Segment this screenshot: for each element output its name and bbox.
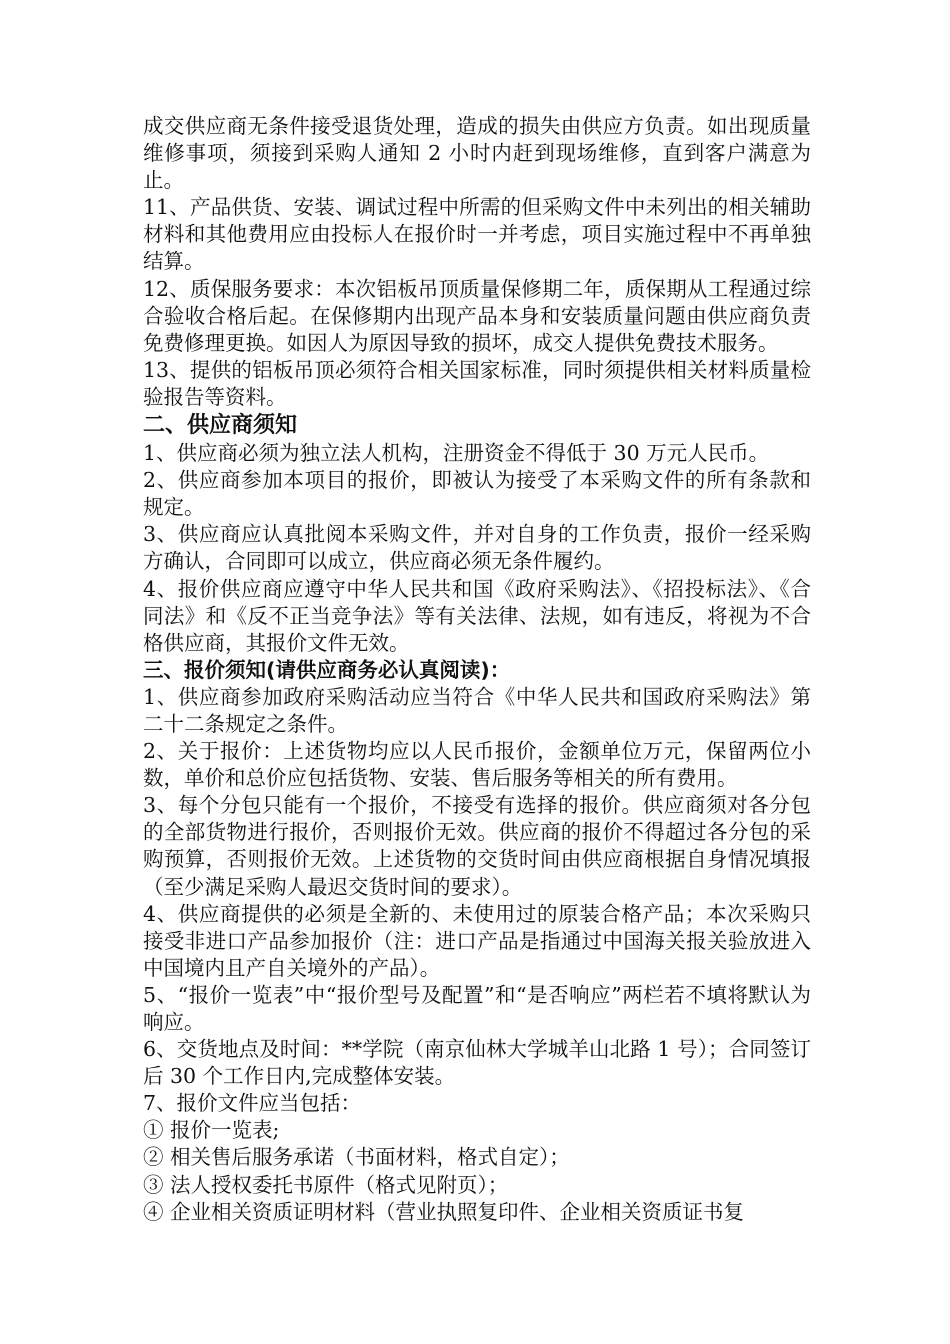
section-heading-supplier-notice: 二、供应商须知 bbox=[143, 413, 298, 439]
paragraph-supplier-2: 2、供应商参加本项目的报价，即被认为接受了本采购文件的所有条款和规定。 bbox=[143, 468, 811, 520]
paragraph-supplier-1: 1、供应商必须为独立法人机构，注册资金不得低于 30 万元人民币。 bbox=[143, 441, 770, 466]
paragraph-quote-2: 2、关于报价：上述货物均应以人民币报价，金额单位万元，保留两位小数，单价和总价应包括货物、安装、售后服务等相关的所有费用。 bbox=[143, 739, 811, 791]
paragraph-item-13: 13、提供的铝板吊顶必须符合相关国家标准，同时须提供相关材料质量检验报告等资料。 bbox=[143, 357, 811, 409]
paragraph-supplier-4: 4、报价供应商应遵守中华人民共和国《政府采购法》、《招投标法》、《合同法》和《反不正当竞争法》等有关法律、法规，如有违反，将视为不合格供应商，其报价文件无效。 bbox=[143, 576, 811, 655]
list-item-qualification-materials: ④ 企业相关资质证明材料（营业执照复印件、企业相关资质证书复 bbox=[143, 1199, 745, 1224]
paragraph-quote-1: 1、供应商参加政府采购活动应当符合《中华人民共和国政府采购法》第二十二条规定之条件。 bbox=[143, 684, 811, 736]
paragraph-quote-4: 4、供应商提供的必须是全新的、未使用过的原装合格产品；本次采购只接受非进口产品参加报价（注：进口产品是指通过中国海关报关验放进入中国境内且产自关境外的产品）。 bbox=[143, 901, 811, 980]
paragraph-item-12: 12、质保服务要求：本次铝板吊顶质量保修期二年，质保期从工程通过综合验收合格后起。在保修期内出现产品本身和安装质量问题由供应商负责免费修理更换。如因人为原因导致的损坏，成交人提供免费技术服务。 bbox=[143, 276, 811, 355]
list-item-authorization-letter: ③ 法人授权委托书原件（格式见附页）； bbox=[143, 1172, 509, 1197]
paragraph-quote-5: 5、“报价一览表”中“报价型号及配置”和“是否响应”两栏若不填将默认为响应。 bbox=[143, 982, 811, 1034]
list-item-service-commitment: ② 相关售后服务承诺（书面材料，格式自定）； bbox=[143, 1145, 570, 1170]
paragraph-supplier-3: 3、供应商应认真批阅本采购文件，并对自身的工作负责，报价一经采购方确认，合同即可以成立，供应商必须无条件履约。 bbox=[143, 522, 811, 574]
document-page bbox=[143, 113, 811, 1226]
paragraph-quote-6: 6、交货地点及时间：**学院（南京仙林大学城羊山北路 1 号）；合同签订后 30 个工作日内,完成整体安装。 bbox=[143, 1037, 811, 1089]
paragraph-quote-7: 7、报价文件应当包括： bbox=[143, 1091, 362, 1116]
section-heading-quote-notice: 三、报价须知(请供应商务必认真阅读)： bbox=[143, 657, 511, 682]
list-item-quote-table: ① 报价一览表; bbox=[143, 1118, 280, 1143]
paragraph-quote-3: 3、每个分包只能有一个报价，不接受有选择的报价。供应商须对各分包的全部货物进行报价，否则报价无效。供应商的报价不得超过各分包的采购预算，否则报价无效。上述货物的交货时间由供应商根据自身情况填报（至少满足采购人最迟交货时间的要求）。 bbox=[143, 793, 811, 899]
paragraph-item-11: 11、产品供货、安装、调试过程中所需的但采购文件中未列出的相关辅助材料和其他费用应由投标人在报价时一并考虑，项目实施过程中不再单独结算。 bbox=[143, 195, 811, 274]
paragraph-return-policy: 成交供应商无条件接受退货处理，造成的损失由供应方负责。如出现质量维修事项，须接到采购人通知 2 小时内赶到现场维修，直到客户满意为止。 bbox=[143, 114, 811, 193]
